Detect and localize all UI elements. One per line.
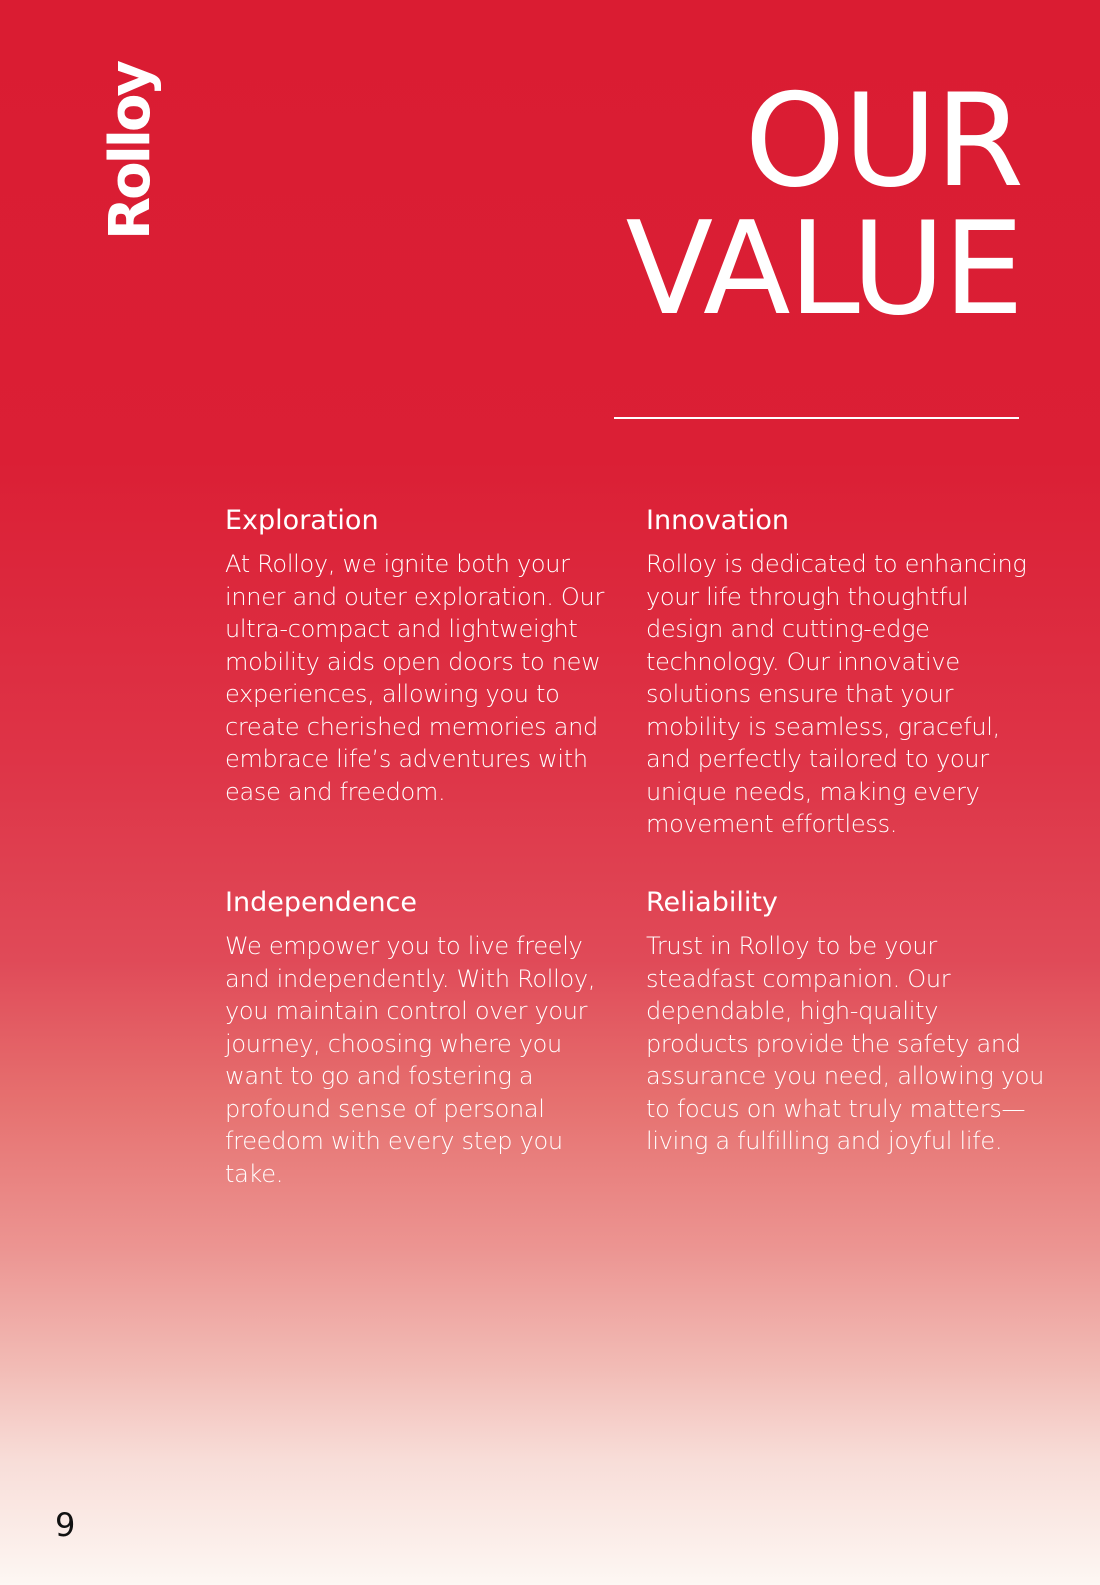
- title-line-1: OUR: [744, 67, 1022, 216]
- value-heading: Innovation: [646, 505, 789, 536]
- value-heading: Reliability: [646, 887, 778, 918]
- title-divider: [614, 417, 1019, 419]
- value-heading: Exploration: [225, 505, 379, 536]
- logo-text: Rolloy: [98, 63, 163, 240]
- rolloy-logo: [92, 63, 172, 245]
- value-card-innovation: [646, 504, 1046, 841]
- value-heading: Independence: [225, 887, 418, 918]
- value-description: Trust in Rolloy to be your steadfast companion. Our dependable, high-quality products provide the safety and assurance you need, allowing you to focus on what truly matters—living a fulfilling and joyful life.: [646, 932, 1045, 1155]
- page-title: [462, 67, 1022, 344]
- value-card-reliability: [646, 886, 1046, 1158]
- value-description: Rolloy is dedicated to enhancing your life through thoughtful design and cutting-edge technology. Our innovative solutions ensure that your mobility is seamless, graceful, and perfectly tailored to your unique needs, making every movement effortless.: [646, 550, 1027, 838]
- page-number: 9: [55, 1506, 76, 1544]
- value-card-exploration: [225, 504, 615, 808]
- value-card-independence: [225, 886, 615, 1190]
- value-description: At Rolloy, we ignite both your inner and outer exploration. Our ultra-compact and lightweight mobility aids open doors to new experiences, allowing you to create cherished memories and embrace life’s adventures with ease and freedom.: [225, 550, 605, 806]
- title-line-2: VALUE: [625, 195, 1022, 344]
- value-description: We empower you to live freely and independently. With Rolloy, you maintain control over your journey, choosing where you want to go and fostering a profound sense of personal freedom with every step you take.: [225, 932, 596, 1188]
